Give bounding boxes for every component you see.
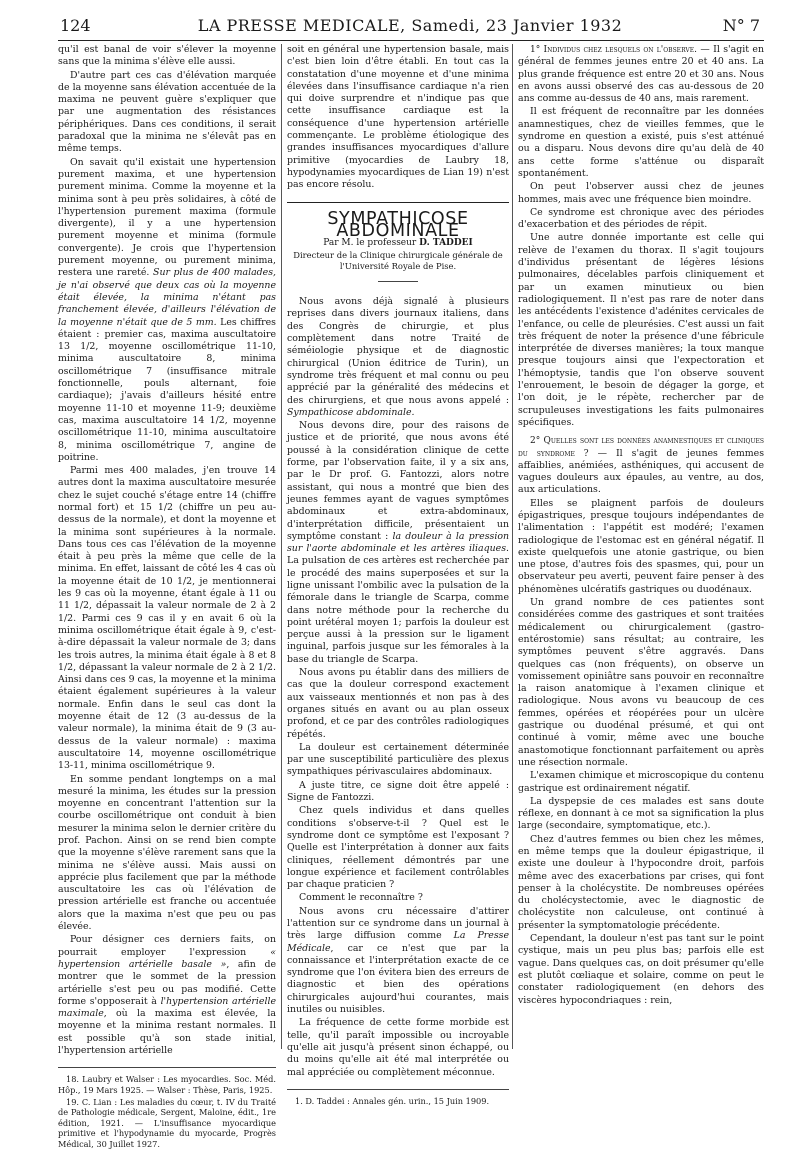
author-affiliation: Directeur de la Clinique chirurgicale générale de l'Université Royale de Pise.: [293, 250, 503, 271]
paragraph: Nous avons déjà signalé à plusieurs reprises dans divers journaux italiens, dans des Congrès de chirurgie, et plus complètement dans notre Traité de séméiologie physique et de diagnostic chirurgical (Union éditrice de Turin), un syndrome très fréquent et mal connu ou peu apprécié par la généralité des médecins et des chirurgiens, et que nous avons appelé : Sympathicose abdominale.: [287, 296, 509, 418]
column-left: [58, 44, 276, 1149]
paragraph: Nous devons dire, pour des raisons de justice et de priorité, que nous avons été poussé à la considération clinique de cette forme, par l'observation faite, il y a six ans, par le Dr prof. G. Fantozzi, alors notre assistant, qui nous a montré que bien des jeunes femmes ayant de vagues symptômes abdominaux et extra-abdominaux, d'interprétation difficile, présentaient un symptôme constant : la douleur à la pression sur l'aorte abdominale et les artères iliaques. La pulsation de ces artères est recherchée par le procédé des mains superposées et sur la ligne unissant l'ombilic avec la pulsation de la fémorale dans le triangle de Scarpa, comme dans notre méthode pour la recherche du point urétéral moyen 1; parfois la douleur est perçue aussi à la pression sur le ligament inguinal, parfois jusque sur les fémorales à la base du triangle de Scarpa.: [287, 420, 509, 665]
column-divider-right: [512, 44, 513, 1049]
section-heading: 2° Quelles sont les données anamnestiques et cliniques du syndrome ?: [518, 436, 764, 459]
article-author: Par M. le professeur D. TADDEI: [323, 238, 473, 249]
footnotes: [287, 1096, 509, 1107]
paragraph: D'autre part ces cas d'élévation marquée de la moyenne sans élévation accentuée de la maxima ne peuvent guère s'expliquer que par une augmentation des résistances périphériques. Dans ces conditions, il serait paradoxal que la minima ne s'élevât pas en même temps.: [58, 69, 276, 155]
header-rule: [58, 40, 764, 41]
emphasis: Sur plus de 400 malades, je n'ai observé que deux cas où la moyenne était élevée, la minima n'étant pas franchement élevée, d'ailleurs l'élévation de la moyenne n'était que de 5 mm.: [58, 267, 276, 328]
section-paragraph: 1° Individus chez lesquels on l'observe. — Il s'agit en général de femmes jeunes entre 20 et 40 ans. La plus grande fréquence est entre 20 et 30 ans. Nous en avons aussi observé des cas au-dessous de 20 ans comme au-dessus de 40 ans, mais rarement.: [518, 44, 764, 105]
paragraph: Elles se plaignent parfois de douleurs épigastriques, presque toujours indépendantes de l'alimentation : l'appétit est modéré; l'examen radiologique de l'estomac est en général négatif. Il existe quelquefois une atonie gastrique, ou bien une ptose, d'autres fois des spasmes, qui, pour un observateur peu averti, peuvent faire penser à des phénomènes ulcératifs gastriques ou duodénaux.: [518, 497, 764, 595]
paragraph: Parmi mes 400 malades, j'en trouve 14 autres dont la maxima auscultatoire mesurée chez le sujet couché s'étage entre 14 (chiffre normal fort) et 15 1/2 (chiffre un peu au-dessus de la normale), et dont la moyenne et la minima sont supérieures à la normale. Dans tous ces cas l'élévation de la moyenne était à peu près la même que celle de la minima. En effet, laissant de côté les 4 cas où la moyenne était de 10 1/2, je mentionnerai les 9 cas où la moyenne, étant égale à 11 ou 11 1/2, dépassait la valeur normale de 2 à 2 1/2. Parmi ces 9 cas il y en avait 6 où la minima oscillométrique était égale à 9, c'est-à-dire dépassait la valeur normale de 3; dans les trois autres, la minima était égale à 8 et 8 1/2, dépassant la valeur normale de 2 à 2 1/2. Ainsi dans ces 9 cas, la moyenne et la minima étaient également supérieures à la valeur normale. Enfin dans le seul cas dont la moyenne était de 12 (3 au-dessus de la valeur normale), la minima était de 9 (3 au-dessus de la valeur normale) : maxima auscultatoire 14, moyenne oscillométrique 13-11, minima oscillométrique 9.: [58, 465, 276, 772]
paragraph: Nous avons cru nécessaire d'attirer l'attention sur ce syndrome dans un journal à très large diffusion comme La Presse Médicale, car ce n'est que par la connaissance et l'interprétation exacte de ce syndrome que l'on évitera bien des erreurs de diagnostic et bien des opérations chirurgicales aujourd'hui courantes, mais inutiles ou nuisibles.: [287, 905, 509, 1016]
footnote: 18. Laubry et Walser : Les myocardies. Soc. Méd. Hôp., 19 Mars 1925. — Walser : Thèse, Paris, 1925.: [58, 1074, 276, 1095]
footnote-rule: [287, 1089, 509, 1090]
paragraph: L'examen chimique et microscopique du contenu gastrique est ordinairement négatif.: [518, 770, 764, 794]
paragraph: Il est fréquent de reconnaître par les données anamnestiques, chez de vieilles femmes, que le syndrome en question a existé, puis s'est atténué ou a disparu. Nous devons dire qu'au delà de 40 ans cette forme s'atténue ou disparaît spontanément.: [518, 106, 764, 179]
section-paragraph: 2° Quelles sont les données anamnestiques et cliniques du syndrome ? — Il s'agit de jeunes femmes affaiblies, anémiées, asthéniques, qui accusent de vagues douleurs aux épaules, au ventre, au dos, aux articulations.: [518, 436, 765, 496]
paragraph: On peut l'observer aussi chez de jeunes hommes, mais avec une fréquence bien moindre.: [518, 181, 764, 205]
paragraph: Comment le reconnaître ?: [299, 892, 423, 904]
paragraph: On savait qu'il existait une hypertension purement maxima, et une hypertension purement minima. Comme la moyenne et la minima sont à peu près solidaires, à côté de l'hypertension purement maxima (formule divergente), il y a une hypertension purement moyenne et minima (formule convergente). Je crois que l'hypertension purement moyenne, ou purement minima, restera une rareté. Sur plus de 400 malades, je n'ai observé que deux cas où la moyenne était élevée, la minima n'étant pas franchement élevée, d'ailleurs l'élévation de la moyenne n'était que de 5 mm. Les chiffres étaient : premier cas, maxima auscultatoire 13 1/2, moyenne oscillométrique 11-10, minima auscultatoire 8, minima oscillométrique 7 (insuffisance mitrale fonctionnelle, pouls alternant, foie cardiaque); j'avais d'ailleurs hésité entre moyenne 11-10 et moyenne 11-9; deuxième cas, maxima auscultatoire 14 1/2, moyenne oscillométrique 11-10, minima auscultatoire 8, minima oscillométrique 7, angine de poitrine.: [58, 156, 276, 463]
paragraph: Chez quels individus et dans quelles conditions s'observe-t-il ? Quel est le syndrome dont ce symptôme est l'exposant ? Quelle est l'interprétation à donner aux faits cliniques, réellement démontrés par une longue expérience et facilement contrôlables par chaque praticien ?: [287, 805, 509, 891]
paragraph: soit en général une hypertension basale, mais c'est bien loin d'être établi. En tout cas la constatation d'une moyenne et d'une minima élevées dans l'insuffisance cardiaque n'a rien qui doive surprendre et n'indique pas que cette insuffisance cardiaque est la conséquence d'une hypertension artérielle commençante. Le problème étiologique des grandes insuffisances myocardiques d'allure primitive (myocardies de Laubry 18, hypodynamies myocardiques de Lian 19) n'est pas encore résolu.: [287, 44, 509, 191]
paragraph: Une autre donnée importante est celle qui relève de l'examen du thorax. Il s'agit toujours d'individus présentant de légères lésions pulmonaires, décelables parfois cliniquement et par un examen minutieux ou bien radiologiquement. Il n'est pas rare de noter dans les antécédents l'existence d'adénites cervicales de l'enfance, ou celle de pleurésies. C'est aussi un fait très fréquent de noter la présence d'une fébricule interprétée de diverses manières; la toux manque presque toujours ainsi que l'expectoration et l'hémoptysie, tandis que l'on observe souvent l'enrouement, le besoin de dégager la gorge, et l'on doit, je le répète, rechercher par de scrupuleuses investigations les faits pulmonaires spécifiques.: [518, 232, 764, 428]
paragraph: La dyspepsie de ces malades est sans doute réflexe, en donnant à ce mot sa signification la plus large (secondaire, symptomatique, etc.).: [518, 795, 764, 832]
section-heading: 1° Individus chez lesquels on l'observe.: [530, 45, 697, 55]
paragraph: Nous avons pu établir dans des milliers de cas que la douleur correspond exactement aux vaisseaux mentionnés et non pas à des organes situés en avant ou au plan osseux profond, et ce par des contrôles radiologiques répétés.: [287, 667, 509, 740]
article-header: [287, 202, 509, 283]
paragraph: Cependant, la douleur n'est pas tant sur le point cystique, mais un peu plus bas; parfois elle est vague. Dans quelques cas, on doit présumer qu'elle est plutôt cœliaque et solaire, comme on peut le constater radiologiquement (en dehors des viscères hypocondriaques : rein,: [518, 933, 764, 1006]
column-right: [518, 44, 764, 1059]
paragraph: Ce syndrome est chronique avec des périodes d'exacerbation et des périodes de répit.: [518, 206, 764, 231]
paragraph: La fréquence de cette forme morbide est telle, qu'il paraît impossible ou incroyable qu'elle ait jusqu'à présent sinon échappé, ou du moins qu'elle ait été mal interprétée ou mal appréciée ou complètement méconnue.: [287, 1017, 509, 1078]
paragraph: En somme pendant longtemps on a mal mesuré la minima, les études sur la pression moyenne en concentrant l'attention sur la courbe oscillométrique ont conduit à bien mesurer la minima selon le dernier critère du prof. Pachon. Ainsi on se rend bien compte que la moyenne s'élève rarement sans que la minima ne s'élève aussi. Mais aussi on apprécie plus facilement que par la méthode auscultatoire les cas où l'élévation de pression artérielle est franche ou accentuée alors que la maxima n'est que peu ou pas élevée.: [58, 773, 276, 933]
issue-number: N° 7: [722, 16, 760, 35]
paragraph: Chez d'autres femmes ou bien chez les mêmes, en même temps que la douleur épigastrique, il existe une douleur à l'hypocondre droit, parfois même avec des exacerbations par crises, qui font penser à la cholécystite. De nombreuses opérées du cholécystectomie, avec le diagnostic de cholécystite non calculeuse, ont continué à présenter la symptomatologie précédente.: [518, 833, 764, 931]
footnote-rule: [58, 1067, 276, 1068]
page-number: 124: [60, 16, 91, 35]
paragraph: La douleur est certainement déterminée par une susceptibilité particulière des plexus sympathiques périvasculaires abdominaux.: [287, 741, 509, 778]
paragraph: A juste titre, ce signe doit être appelé : Signe de Fantozzi.: [287, 779, 509, 804]
column-middle: [287, 44, 509, 1106]
paragraph: qu'il est banal de voir s'élever la moyenne sans que la minima s'élève elle aussi.: [58, 44, 276, 68]
article-title: SYMPATHICOSE ABDOMINALE: [327, 208, 469, 241]
column-divider-left: [281, 44, 282, 1049]
paragraph: Pour désigner ces derniers faits, on pourrait employer l'expression « hypertension artérielle basale », afin de montrer que le sommet de la pression artérielle s'est peu ou pas modifié. Cette forme s'opposerait à l'hypertension artérielle maximale, où la maxima est élevée, la moyenne et la minima restant normales. Il est possible qu'à son stade initial, l'hypertension artérielle: [58, 934, 276, 1057]
page-header: [60, 14, 760, 40]
journal-title: LA PRESSE MEDICALE, Samedi, 23 Janvier 1932: [197, 16, 623, 35]
paragraph: Un grand nombre de ces patientes sont considérées comme des gastriques et sont traitées médicalement ou chirurgicalement (gastro-entérostomie) sans résultat; au contraire, les symptômes peuvent s'être aggravés. Dans quelques cas (non fréquents), on observe un vomissement opiniâtre sans pouvoir en reconnaître la raison anatomique à l'examen clinique et radiologique. Nous avons vu beaucoup de ces femmes, opérées et réopérées pour un ulcère gastrique ou duodénal présumé, et qui ont continué à vomir, même avec une bouche anastomotique fonctionnant parfaitement ou après une résection normale.: [518, 597, 764, 768]
footnote: 1. D. Taddei : Annales gén. urin., 15 Juin 1909.: [295, 1095, 490, 1106]
footnote: 19. C. Lian : Les maladies du cœur, t. IV du Traité de Pathologie médicale, Sergent, Maloine, édit., 1re édition, 1921. — L'insuffisance myocardique primitive et l'hypodynamie du myocarde, Progrès Médical, 30 Juillet 1927.: [58, 1096, 276, 1149]
footnotes: [58, 1074, 276, 1149]
title-rule: [378, 281, 418, 282]
